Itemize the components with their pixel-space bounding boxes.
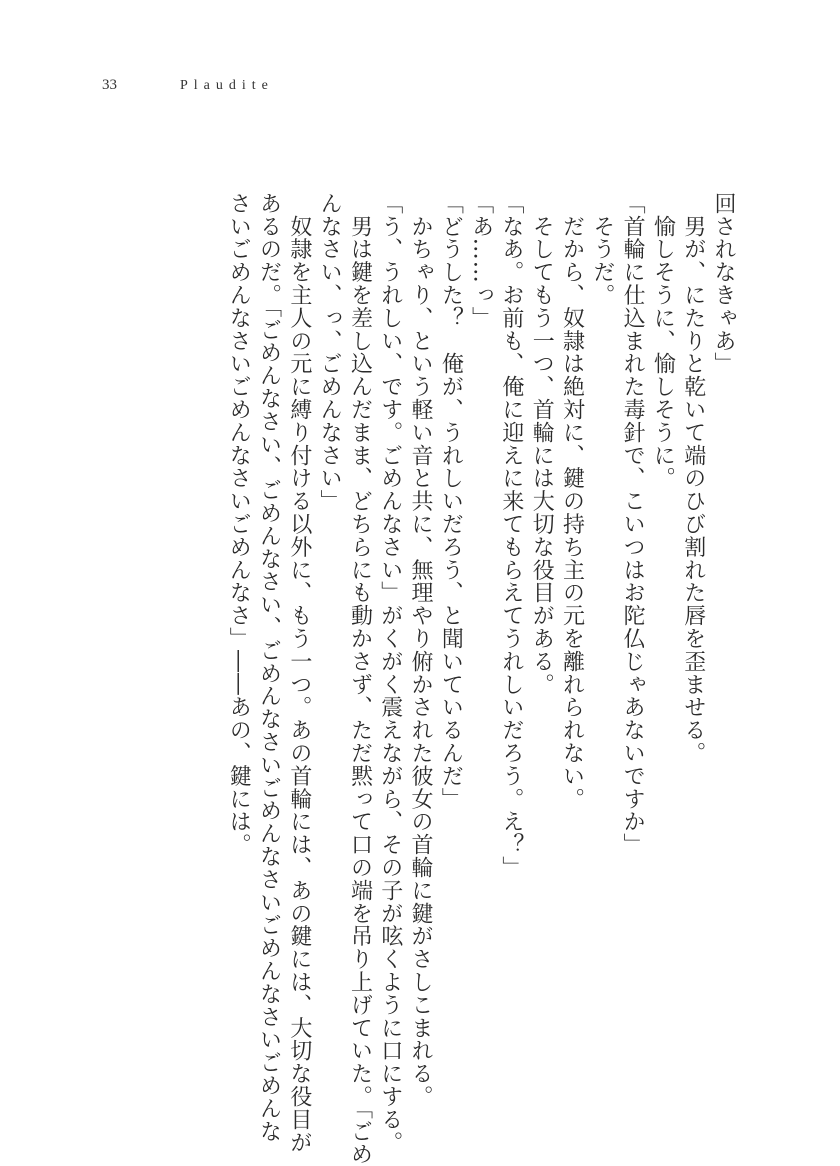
text-line: 「どうした？ 俺が、うれしいだろう、と聞いているんだ」 [438, 192, 464, 811]
text-line: だから、奴隷は絶対に、鍵の持ち主の元を離れられない。 [559, 192, 585, 811]
text-line: あるのだ。「ごめんなさい、ごめんなさい、ごめんなさいごめんなさいごめんなさいごめんな [256, 192, 282, 1143]
text-line: 愉しそうに、愉しそうに。 [650, 192, 676, 490]
text-line: 男が、にたりと乾いて端のひび割れた唇を歪ませる。 [680, 192, 706, 765]
text-line: かちゃり、という軽い音と共に、無理やり俯かされた彼女の首輪に鍵がさしこまれる。 [408, 192, 434, 1108]
text-line: 「う、うれしい、です。ごめんなさい」がくがく震えながら、その子が呟くように口にする。 [377, 192, 403, 1154]
text-line: そしてもう一つ、首輪には大切な役目がある。 [529, 192, 555, 696]
running-title: Plaudite [180, 78, 274, 93]
text-line: 奴隷を主人の元に縛り付ける以外に、もう一つ。あの首輪には、あの鍵には、大切な役目が [286, 192, 312, 1154]
page-header [102, 77, 274, 94]
text-line: 「あ……っ」 [468, 192, 494, 330]
vertical-body-text [223, 192, 738, 1166]
text-line: そうだ。 [589, 192, 615, 307]
text-line: さいごめんなさいごめんなさいごめんなさ」――あの、鍵には。 [226, 192, 252, 857]
text-line: 回されなきゃあ」 [711, 192, 736, 376]
page-number: 33 [102, 77, 117, 93]
text-line: 「首輪に仕込まれた毒針で、こいつはお陀仏じゃあないですか」 [620, 192, 646, 857]
text-line: んなさい、っ、ごめんなさい」 [317, 192, 343, 513]
text-line: 「なあ。お前も、俺に迎えに来てもらえてうれしいだろう。え？」 [498, 192, 524, 879]
text-line: 男は鍵を差し込んだまま、どちらにも動かさず、ただ黙って口の端を吊り上げていた。「ごめ [347, 192, 373, 1166]
